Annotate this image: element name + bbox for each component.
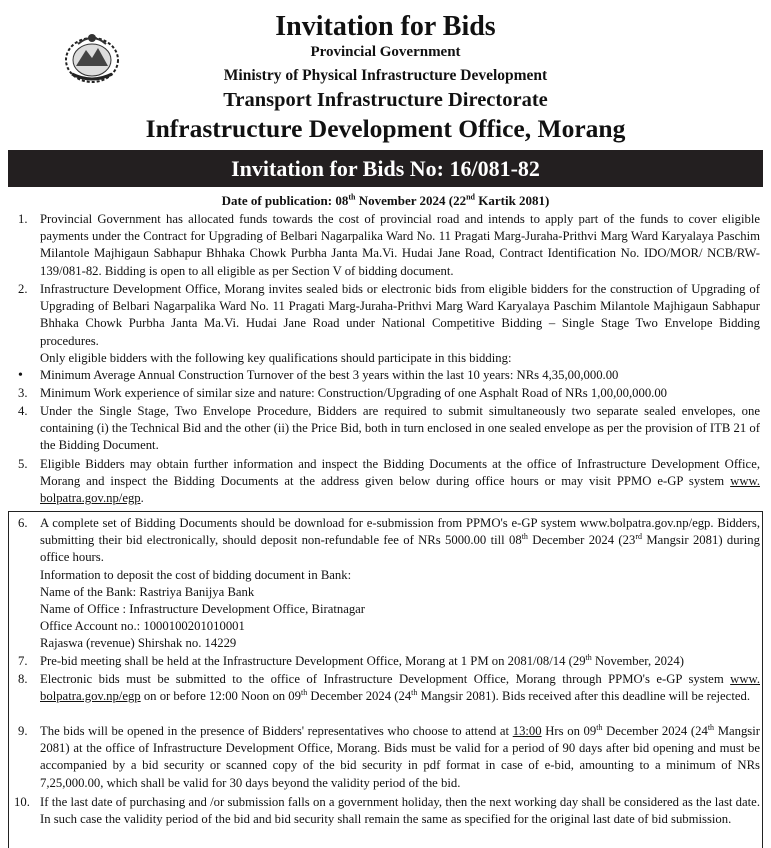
list-item: 3. Minimum Work experience of similar size and nature: Construction/Upgrading of one Asphalt Road of NRs 1,00,00,000.00	[18, 386, 668, 400]
list-item: 5. Eligible Bidders may obtain further information and inspect the Bidding Documents at the office of Infrastructure Development Office, Morang and inspect the Bidding Documents at the address given below during office hours or may visit PPMO e-GP system www. bolpatra.gov.np/egp.	[18, 457, 760, 506]
list-item: 9. The bids will be opened in the presence of Bidders' representatives who choose to attend at 13:00 Hrs on 09th December 2024 (24th Mangsir 2081) at the office of Infrastructure Development Office, Morang. Bids must be valid for a period of 90 days after bid opening and must be accompanied by a bid security or scanned copy of the bid security in pdf format in case of e-bid, amounting to a minimum of NRs 7,25,000.00, which shall be valid for 30 days beyond the validity period of the bid.	[18, 722, 760, 790]
list-item: 4. Under the Single Stage, Two Envelope Procedure, Bidders are required to submit simultaneously two separate sealed envelopes, one containing (i) the Technical Bid and the other (ii) the Price Bid, both in turn enclosed in one sealed envelope as per the provision of ITB 21 of the Bidding Document.	[18, 404, 760, 453]
notice-title: Invitation for Bids	[275, 11, 496, 42]
list-item: • Minimum Average Annual Construction Turnover of the best 3 years within the last 10 years: NRs 4,35,00,000.00	[18, 368, 619, 383]
list-item: 10. If the last date of purchasing and /or submission falls on a government holiday, then the next working day shall be considered as the last date. In such case the validity period of the bid and bid security shall remain the same as specified for the original last date of bid submission.	[14, 795, 760, 827]
list-item: 6. A complete set of Bidding Documents should be download for e-submission from PPMO's e-GP system www.bolpatra.gov.np/egp. Bidders, submitting their bid electronically, should deposit non-refundable fee of NRs 5000.00 till 08th December 2024 (23rd Mangsir 2081) during office hours. Information to deposit the cost of bidding document in Bank: Name of the Bank: Rastriya Banijya Bank Name of Office : Infrastructure Development Office, Biratnagar Office Account no.: 1000100201010001 Rajaswa (revenue) Shirshak no. 14229	[18, 516, 760, 651]
government-name: Provincial Government	[310, 44, 461, 60]
list-item: 2. Infrastructure Development Office, Morang invites sealed bids or electronic bids from eligible bidders for the construction of Upgrading of Upgrading of Belbari Nagarpalika Ward No. 11 Pragati Marg-Juraha-Prithvi Marg Ward Karyalaya Paschim Milantole Majhigaun Sabhapur Bhhaka Chowk Purbha Janta Ma.Vi. Hudai Jane Road under National Competitive Bidding – Single Stage Two Envelope Bidding procedures.	[18, 282, 760, 348]
ministry-name: Ministry of Physical Infrastructure Development	[223, 67, 548, 84]
publication-date: Date of publication: 08th November 2024 (22nd Kartik 2081)	[221, 192, 550, 208]
directorate-name: Transport Infrastructure Directorate	[223, 89, 548, 111]
office-name: Infrastructure Development Office, Morang	[145, 114, 626, 143]
egp-link[interactable]: www. bolpatra.gov.np/egp	[40, 474, 760, 506]
qualification-intro: Only eligible bidders with the following key qualifications should participate in this bidding:	[40, 351, 512, 365]
list-item: 7. Pre-bid meeting shall be held at the Infrastructure Development Office, Morang at 1 PM on 2081/08/14 (29th November, 2024)	[18, 652, 684, 668]
list-item: 8. Electronic bids must be submitted to the office of Infrastructure Development Office, Morang through PPMO's e-GP system www. bolpatra.gov.np/egp on or before 12:00 Noon on 09th December 2024 (24th Mangsir 2081). Bids received after this deadline will be rejected.	[18, 672, 760, 704]
egp-link[interactable]: www. bolpatra.gov.np/egp	[40, 672, 760, 704]
bid-number-banner: Invitation for Bids No: 16/081-82	[8, 150, 763, 187]
list-item: 1. Provincial Government has allocated funds towards the cost of provincial road and intends to apply part of the funds to cover eligible payments under the Contract for Upgrading of Belbari Nagarpalika Ward No. 11 Pragati Marg-Juraha-Prithvi Marg Ward Karyalaya Paschim Milantole Majhigaun Sabhapur Bhhaka Chowk Purbha Janta Ma.Vi. Hudai Jane Road, Contract Identification No. IDO/MOR/ NCB/RW-139/081-82. Bidding is open to all eligible as per Section V of bidding document.	[18, 212, 760, 278]
